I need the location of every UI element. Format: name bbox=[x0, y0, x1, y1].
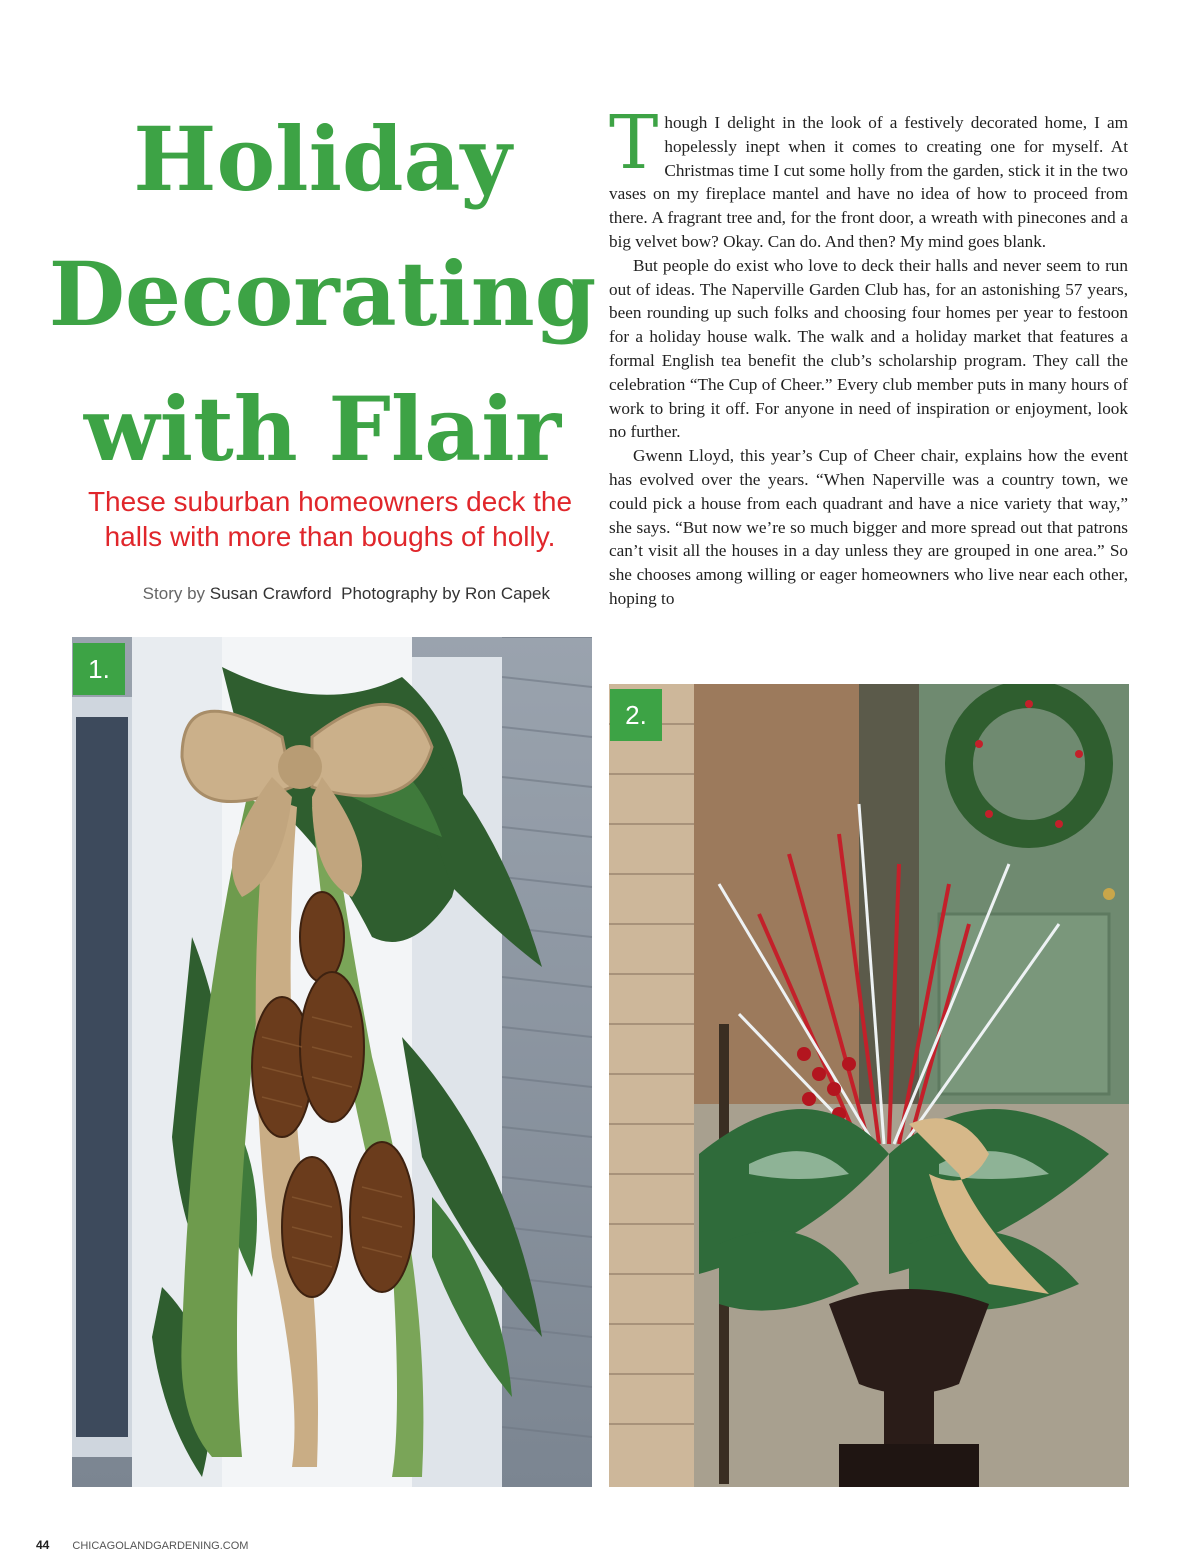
title-line-1: Holiday bbox=[133, 107, 512, 211]
photo-label: Photography by bbox=[341, 584, 461, 603]
page-footer bbox=[36, 1538, 248, 1552]
photo-badge-2: 2. bbox=[610, 689, 662, 741]
paragraph-2: But people do exist who love to deck their halls and never seem to run out of ideas. The Naperville Garden Club has, for an astonishing 57 years, been rounding up such folks and choosing four homes per year to festoon for a holiday house walk. The walk and a holiday market that features a formal English tea benefit the club’s scholarship program. They call the celebration “The Cup of Cheer.” Every club member puts in many hours of work to bring it off. For anyone in need of inspiration or enjoyment, look no further. bbox=[609, 255, 1128, 442]
title-line-2: Decorating bbox=[48, 242, 597, 346]
paragraph-1-text: hough I delight in the look of a festively decorated home, I am hopelessly inept when it comes to creating one for myself. At Christmas time I cut some holly from the garden, stick it in the two vases on my fireplace mantel and have no idea of how to proceed from there. A fragrant tree and, for the front door, a wreath with pinecones and a big velvet bow? Okay. Can do. And then? My mind goes blank. bbox=[609, 113, 1128, 251]
author-name: Susan Crawford bbox=[209, 584, 332, 603]
article-subtitle: These suburban homeowners deck the halls with more than boughs of holly. bbox=[87, 486, 573, 552]
photo-holiday-urn bbox=[609, 684, 1129, 1487]
article-title bbox=[40, 92, 605, 497]
drop-cap: T bbox=[609, 111, 659, 186]
article-body bbox=[609, 111, 1128, 656]
page-number: 44 bbox=[36, 1538, 50, 1552]
photo-pinecone-garland bbox=[72, 637, 592, 1487]
title-line-3: with Flair bbox=[83, 377, 562, 481]
paragraph-3: Gwenn Lloyd, this year’s Cup of Cheer chair, explains how the event has evolved over the years. “When Naperville was a country town, we could pick a house from each quadrant and have a nice variety that way,” she says. “But now we’re so much bigger and more spread out that patrons can’t visit all the houses in a day unless they are grouped in one area.” So she chooses among willing or eager homeowners who live near each other, hoping to bbox=[609, 446, 1128, 608]
photo-badge-1: 1. bbox=[73, 643, 125, 695]
story-label: Story by bbox=[142, 584, 206, 603]
site-name: CHICAGOLANDGARDENING.COM bbox=[72, 1540, 249, 1552]
holiday-urn-image bbox=[609, 684, 1129, 1487]
photographer-name: Ron Capek bbox=[464, 584, 550, 603]
pinecone-garland-image bbox=[72, 637, 592, 1487]
paragraph-1 bbox=[609, 111, 1128, 254]
byline bbox=[60, 584, 605, 604]
